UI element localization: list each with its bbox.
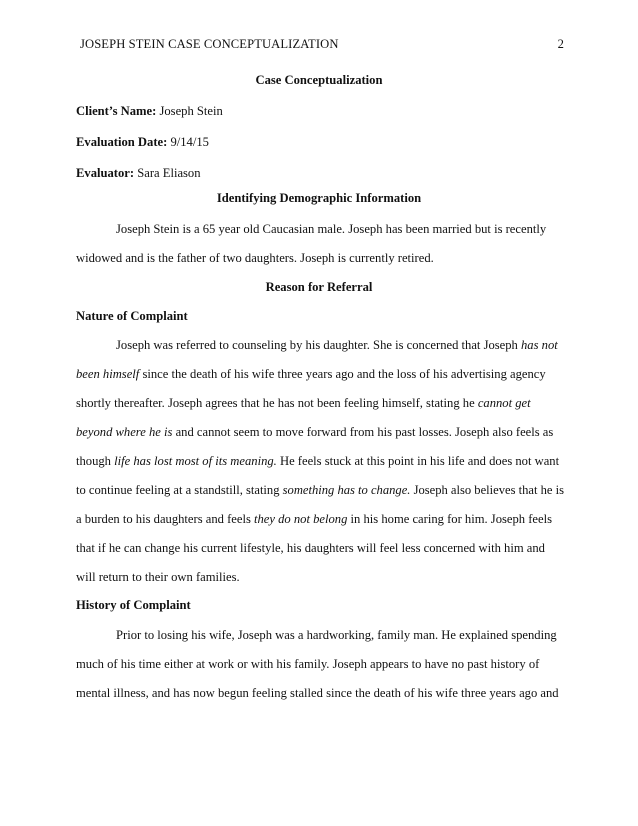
- evaluator-value: Sara Eliason: [134, 166, 201, 180]
- nature-line-6: [76, 482, 564, 498]
- section-heading-demographic: Identifying Demographic Information: [216, 191, 422, 205]
- text-run: though: [76, 454, 115, 468]
- nature-line-4: [76, 424, 553, 440]
- evaluation-date-label: Evaluation Date:: [76, 135, 168, 149]
- nature-line-8: that if he can change his current lifestyle, his daughters will feel less concerned with him and: [76, 541, 545, 555]
- text-run: and cannot seem to move forward from his past losses. Joseph also feels as: [172, 425, 554, 439]
- nature-line-9: will return to their own families.: [76, 570, 240, 584]
- text-run: He feels stuck at this point in his life and does not want: [276, 454, 560, 468]
- subheading-nature-of-complaint: Nature of Complaint: [76, 309, 188, 323]
- section-heading-referral: Reason for Referral: [265, 280, 373, 294]
- italic-run: been himself: [76, 367, 140, 381]
- nature-line-3: [76, 395, 531, 411]
- italic-run: life has lost most of its meaning.: [114, 454, 277, 468]
- evaluator-label: Evaluator:: [76, 166, 135, 180]
- evaluator-field: [76, 165, 201, 181]
- evaluation-date-value: 9/14/15: [167, 135, 209, 149]
- page-number: 2: [557, 37, 564, 51]
- history-line-2: much of his time either at work or with his family. Joseph appears to have no past history of: [76, 657, 540, 671]
- italic-run: cannot get: [477, 396, 531, 410]
- client-name-label: Client’s Name:: [76, 104, 157, 118]
- document-heading: Case Conceptualization: [255, 73, 383, 87]
- client-name-value: Joseph Stein: [156, 104, 223, 118]
- text-run: Joseph also believes that he is: [410, 483, 565, 497]
- client-name-field: [76, 103, 223, 119]
- italic-run: beyond where he is: [76, 425, 173, 439]
- nature-line-7: [76, 511, 552, 527]
- text-run: since the death of his wife three years ago and the loss of his advertising agency: [139, 367, 546, 381]
- nature-line-2: [76, 366, 546, 382]
- running-head-title: JOSEPH STEIN CASE CONCEPTUALIZATION: [80, 37, 339, 51]
- text-run: a burden to his daughters and feels: [76, 512, 255, 526]
- demographic-line-1: Joseph Stein is a 65 year old Caucasian male. Joseph has been married but is recently: [116, 222, 547, 236]
- nature-line-5: [76, 453, 559, 469]
- italic-run: something has to change.: [282, 483, 411, 497]
- text-run: to continue feeling at a standstill, stating: [76, 483, 283, 497]
- italic-run: has not: [521, 338, 558, 352]
- text-run: shortly thereafter. Joseph agrees that he has not been feeling himself, stating he: [76, 396, 478, 410]
- text-run: in his home caring for him. Joseph feels: [347, 512, 553, 526]
- nature-line-1: [116, 337, 558, 353]
- history-line-3: mental illness, and has now begun feeling stalled since the death of his wife three years ago and: [76, 686, 559, 700]
- running-head: [80, 37, 564, 53]
- text-run: Joseph was referred to counseling by his daughter. She is concerned that Joseph: [116, 338, 521, 352]
- subheading-history-of-complaint: History of Complaint: [76, 598, 191, 612]
- italic-run: they do not belong: [254, 512, 348, 526]
- history-line-1: Prior to losing his wife, Joseph was a hardworking, family man. He explained spending: [116, 628, 557, 642]
- evaluation-date-field: [76, 134, 209, 150]
- demographic-line-2: widowed and is the father of two daughters. Joseph is currently retired.: [76, 251, 434, 265]
